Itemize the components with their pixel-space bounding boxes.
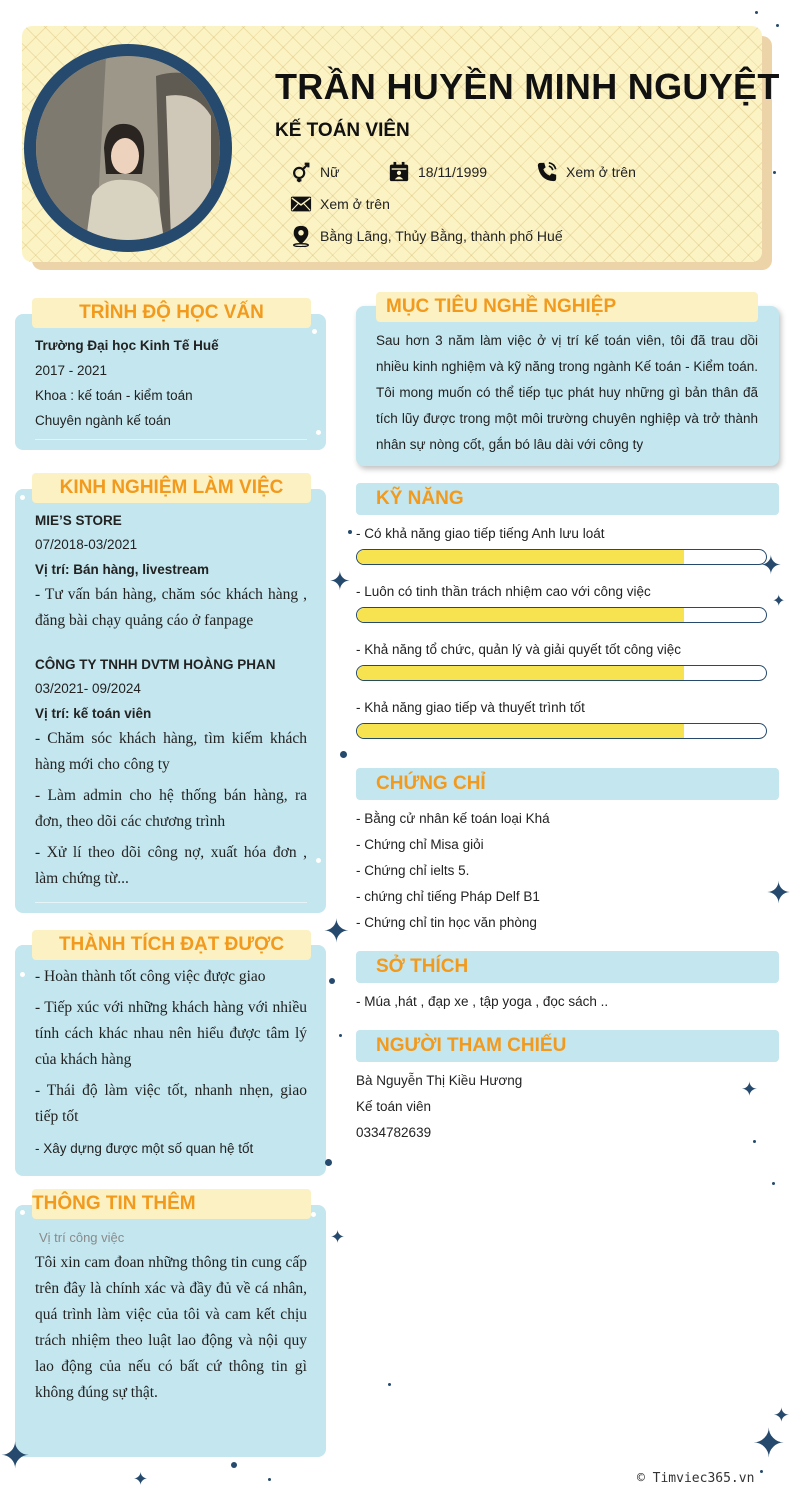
- skill-label: - Khả năng giao tiếp và thuyết trình tốt: [356, 700, 585, 715]
- skills-title: KỸ NĂNG: [356, 483, 779, 515]
- certificate-item: - Chứng chỉ Misa giỏi: [356, 837, 484, 852]
- star-icon: ✦: [323, 913, 350, 949]
- job-position: Vị trí: kế toán viên: [35, 706, 152, 721]
- phone-text: Xem ở trên: [566, 164, 636, 180]
- objective-title: MỤC TIÊU NGHỀ NGHIỆP: [376, 292, 758, 322]
- portrait-photo: [36, 56, 220, 240]
- certificates-title: CHỨNG CHỈ: [356, 768, 779, 800]
- job-company: MIE’S STORE: [35, 513, 122, 528]
- address-info: [290, 225, 563, 247]
- dot: [772, 1182, 775, 1185]
- star-icon: ✦: [772, 593, 786, 610]
- gender-icon: [290, 161, 312, 183]
- candidate-name: TRẦN HUYỀN MINH NGUYỆT: [275, 66, 780, 107]
- hobbies-title: SỞ THÍCH: [356, 951, 779, 983]
- envelope-icon: [290, 193, 312, 215]
- certificate-item: - Chứng chỉ tin học văn phòng: [356, 915, 537, 930]
- dot: [755, 11, 758, 14]
- dot: [312, 329, 317, 334]
- dot: [311, 1212, 316, 1217]
- calendar-icon: [388, 161, 410, 183]
- education-faculty: Khoa : kế toán - kiểm toán: [35, 388, 193, 403]
- job-task: - Xử lí theo dõi công nợ, xuất hóa đơn , làm chứng từ...: [35, 844, 307, 887]
- star-icon: ✦: [329, 566, 351, 596]
- dot: [316, 858, 321, 863]
- education-panel: [15, 314, 326, 450]
- avatar: [36, 56, 220, 240]
- footer-copyright: © Timviec365.vn: [637, 1471, 755, 1486]
- certificate-item: - Bằng cử nhân kế toán loại Khá: [356, 811, 550, 826]
- dot: [316, 430, 321, 435]
- additional-text: Tôi xin cam đoan những thông tin cung cấp trên đây là chính xác và đầy đủ về cá nhân, quá trình làm việc của tôi và cam kết chịu trách nhiệm theo luật lao động và nội quy lao động của nếu có bất cứ thông tin gì không đúng sự thật.: [35, 1254, 307, 1401]
- gender-text: Nữ: [320, 164, 340, 180]
- star-icon: ✦: [133, 1469, 149, 1489]
- achievement-item: - Tiếp xúc với những khách hàng với nhiều tính cách khác nhau nên hiểu được tâm lý của khách hàng: [35, 999, 307, 1068]
- experience-title: KINH NGHIỆM LÀM VIỆC: [32, 473, 311, 503]
- dot: [20, 1210, 25, 1215]
- achievements-title: THÀNH TÍCH ĐẠT ĐƯỢC: [32, 930, 311, 960]
- star-icon: ✦: [766, 877, 792, 910]
- gender-info: [290, 161, 339, 183]
- dot: [388, 1383, 391, 1386]
- phone-icon: [536, 161, 558, 183]
- email-info: [290, 193, 390, 215]
- job-period: 03/2021- 09/2024: [35, 681, 141, 696]
- certificate-item: - chứng chỉ tiếng Pháp Delf B1: [356, 889, 540, 904]
- dot: [753, 1140, 756, 1143]
- additional-title: THÔNG TIN THÊM: [32, 1189, 311, 1219]
- education-title: TRÌNH ĐỘ HỌC VẤN: [32, 298, 311, 328]
- skill-bar: [356, 723, 767, 739]
- dot: [340, 751, 347, 758]
- job-period: 07/2018-03/2021: [35, 537, 138, 552]
- email-text: Xem ở trên: [320, 196, 390, 212]
- skill-bar: [356, 607, 767, 623]
- skill-label: - Có khả năng giao tiếp tiếng Anh lưu loát: [356, 526, 605, 541]
- dot: [776, 24, 779, 27]
- dot: [20, 972, 25, 977]
- location-pin-icon: [290, 225, 312, 247]
- birthday-info: [388, 161, 487, 183]
- dot: [760, 1470, 763, 1473]
- dot: [339, 1034, 342, 1037]
- job-title: KẾ TOÁN VIÊN: [275, 120, 410, 141]
- reference-name: Bà Nguyễn Thị Kiều Hương: [356, 1073, 523, 1088]
- achievement-item: - Xây dựng được một số quan hệ tốt: [35, 1141, 254, 1156]
- education-major: Chuyên ngành kế toán: [35, 413, 171, 428]
- phone-info: [536, 161, 636, 183]
- skill-bar: [356, 549, 767, 565]
- star-icon: ✦: [773, 1405, 790, 1427]
- address-text: Bằng Lãng, Thủy Bằng, thành phố Huế: [320, 228, 563, 244]
- achievement-item: - Hoàn thành tốt công việc được giao: [35, 968, 266, 985]
- hobbies-text: - Múa ,hát , đạp xe , tập yoga , đọc sách ..: [356, 994, 609, 1009]
- dot: [773, 171, 776, 174]
- references-title: NGƯỜI THAM CHIẾU: [356, 1030, 779, 1062]
- dot: [325, 1159, 332, 1166]
- dot: [231, 1462, 237, 1468]
- dot: [268, 1478, 271, 1481]
- job-task: - Làm admin cho hệ thống bán hàng, ra đơn, theo dõi các chương trình: [35, 787, 307, 830]
- additional-subtitle: Vị trí công việc: [39, 1230, 125, 1245]
- birthday-text: 18/11/1999: [418, 164, 488, 180]
- star-icon: ✦: [0, 1435, 31, 1476]
- education-years: 2017 - 2021: [35, 363, 108, 378]
- reference-position: Kế toán viên: [356, 1099, 432, 1114]
- skill-bar-fill: [357, 608, 684, 622]
- divider: [35, 439, 307, 440]
- skill-bar-fill: [357, 550, 684, 564]
- dot: [20, 495, 25, 500]
- job-task: - Chăm sóc khách hàng, tìm kiếm khách hàng mới cho công ty: [35, 730, 307, 773]
- dot: [348, 530, 352, 534]
- star-icon: ✦: [330, 1227, 346, 1247]
- skill-bar-fill: [357, 724, 684, 738]
- dot: [329, 978, 335, 984]
- star-icon: ✦: [741, 1079, 758, 1101]
- certificate-item: - Chứng chỉ ielts 5.: [356, 863, 470, 878]
- job-company: CÔNG TY TNHH DVTM HOÀNG PHAN: [35, 657, 276, 672]
- skill-bar-fill: [357, 666, 684, 680]
- skill-label: - Luôn có tinh thần trách nhiệm cao với công việc: [356, 584, 651, 599]
- achievement-item: - Thái độ làm việc tốt, nhanh nhẹn, giao tiếp tốt: [35, 1082, 307, 1125]
- skill-bar: [356, 665, 767, 681]
- divider: [35, 902, 307, 903]
- objective-text: Sau hơn 3 năm làm việc ở vị trí kế toán viên, tôi đã trau dồi nhiều kinh nghiệm và kỹ năng trong ngành Kế toán - Kiểm toán. Tôi mong muốn có thể tiếp tục phát huy những gì bản thân đã tích lũy được trong một môi trường chuyên nghiệp và trở thành nhân sự nòng cốt, gắn bó lâu dài với công ty: [376, 333, 758, 452]
- job-position: Vị trí: Bán hàng, livestream: [35, 562, 210, 577]
- reference-phone: 0334782639: [356, 1125, 432, 1140]
- star-icon: ✦: [752, 1422, 786, 1466]
- star-icon: ✦: [760, 550, 782, 580]
- job-task: - Tư vấn bán hàng, chăm sóc khách hàng , đăng bài chạy quảng cáo ở fanpage: [35, 586, 307, 629]
- skill-label: - Khả năng tổ chức, quản lý và giải quyết tốt công việc: [356, 642, 681, 657]
- education-school: Trường Đại học Kinh Tế Huế: [35, 338, 219, 353]
